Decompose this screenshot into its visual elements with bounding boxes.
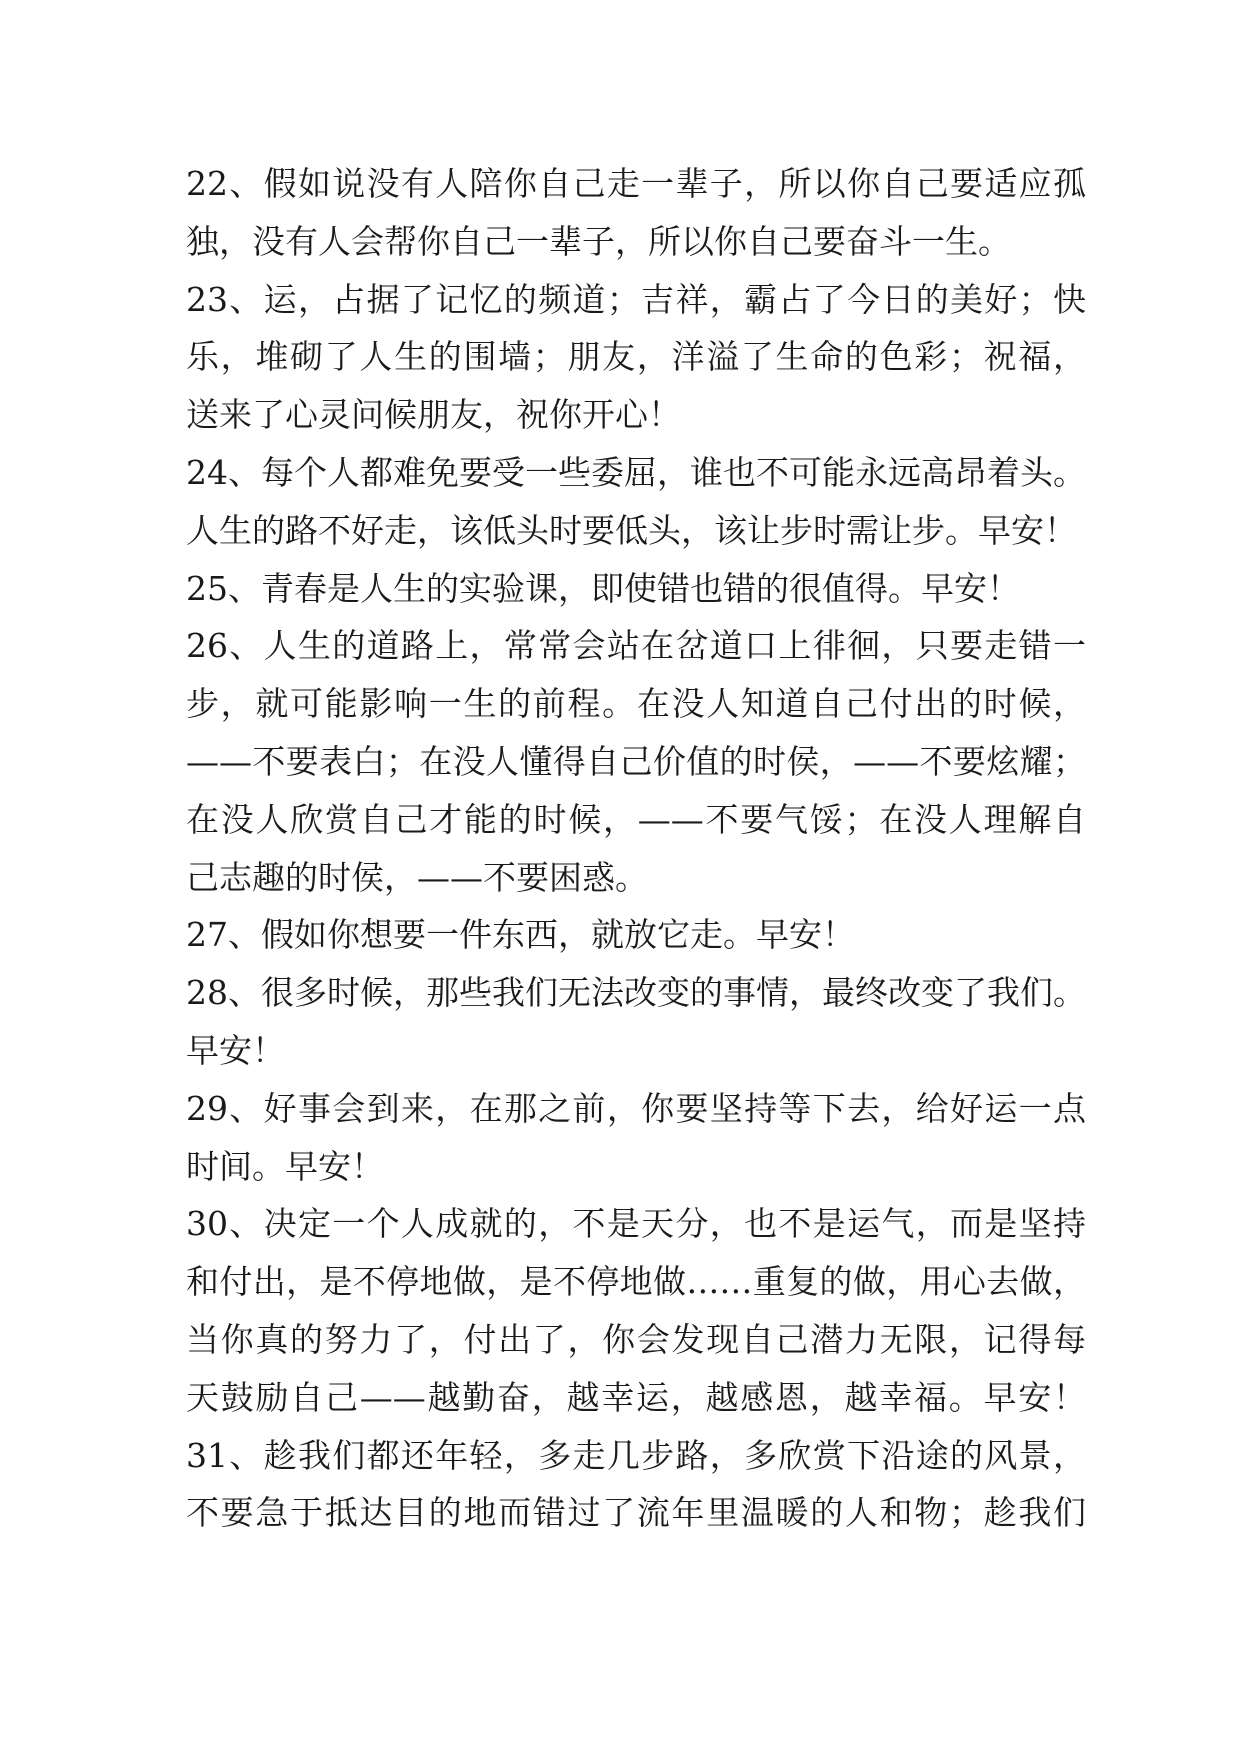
paragraph-29 [186, 1080, 1086, 1196]
paragraph-line: 22、假如说没有人陪你自己走一辈子，所以你自己要适应孤 [186, 164, 1086, 203]
paragraph-line: 人生的路不好走，该低头时要低头，该让步时需让步。早安！ [186, 510, 1077, 550]
paragraph-31 [186, 1427, 1086, 1543]
paragraph-line: 送来了心灵问候朋友，祝你开心！ [186, 395, 681, 435]
paragraph-25 [186, 560, 1086, 618]
paragraph-line: 29、好事会到来，在那之前，你要坚持等下去，给好运一点 [186, 1088, 1086, 1128]
paragraph-line: 时间。早安！ [186, 1146, 384, 1186]
paragraph-line: 步，就可能影响一生的前程。在没人知道自己付出的时候， [186, 684, 1086, 724]
paragraph-30 [186, 1195, 1086, 1426]
paragraph-line: 天鼓励自己——越勤奋，越幸运，越感恩，越幸福。早安！ [186, 1377, 1086, 1417]
paragraph-line: 当你真的努力了，付出了，你会发现自己潜力无限，记得每 [186, 1319, 1086, 1359]
paragraph-23 [186, 271, 1086, 444]
paragraph-line: 31、趁我们都还年轻，多走几步路，多欣赏下沿途的风景， [186, 1435, 1086, 1475]
paragraph-26 [186, 617, 1086, 906]
paragraph-27 [186, 906, 1086, 964]
paragraph-line: 28、很多时候，那些我们无法改变的事情，最终改变了我们。 [186, 973, 1086, 1013]
paragraph-line: 27、假如你想要一件东西，就放它走。早安！ [186, 915, 855, 955]
paragraph-line: 独，没有人会帮你自己一辈子，所以你自己要奋斗一生。 [186, 221, 1011, 261]
paragraph-line: ——不要表白；在没人懂得自己价值的时侯，——不要炫耀； [186, 741, 1086, 781]
paragraph-line: 25、青春是人生的实验课，即使错也错的很值得。早安！ [186, 568, 1020, 608]
paragraph-line: 26、人生的道路上，常常会站在岔道口上徘徊，只要走错一 [186, 626, 1086, 666]
paragraph-28 [186, 964, 1086, 1080]
paragraph-22 [186, 155, 1086, 271]
paragraph-line: 己志趣的时侯，——不要困惑。 [186, 857, 648, 897]
document-body [186, 155, 1086, 1542]
paragraph-line: 早安！ [186, 1030, 285, 1070]
paragraph-line: 30、决定一个人成就的，不是天分，也不是运气，而是坚持 [186, 1204, 1086, 1244]
paragraph-line: 乐，堆砌了人生的围墙；朋友，洋溢了生命的色彩；祝福， [186, 337, 1086, 377]
paragraph-line: 24、每个人都难免要受一些委屈，谁也不可能永远高昂着头。 [186, 452, 1086, 492]
paragraph-line: 不要急于抵达目的地而错过了流年里温暖的人和物；趁我们 [186, 1493, 1086, 1533]
paragraph-line: 在没人欣赏自己才能的时候，——不要气馁；在没人理解自 [186, 799, 1086, 839]
paragraph-line: 23、运，占据了记忆的频道；吉祥，霸占了今日的美好；快 [186, 279, 1086, 319]
paragraph-24 [186, 444, 1086, 560]
paragraph-line: 和付出，是不停地做，是不停地做……重复的做，用心去做， [186, 1262, 1086, 1302]
